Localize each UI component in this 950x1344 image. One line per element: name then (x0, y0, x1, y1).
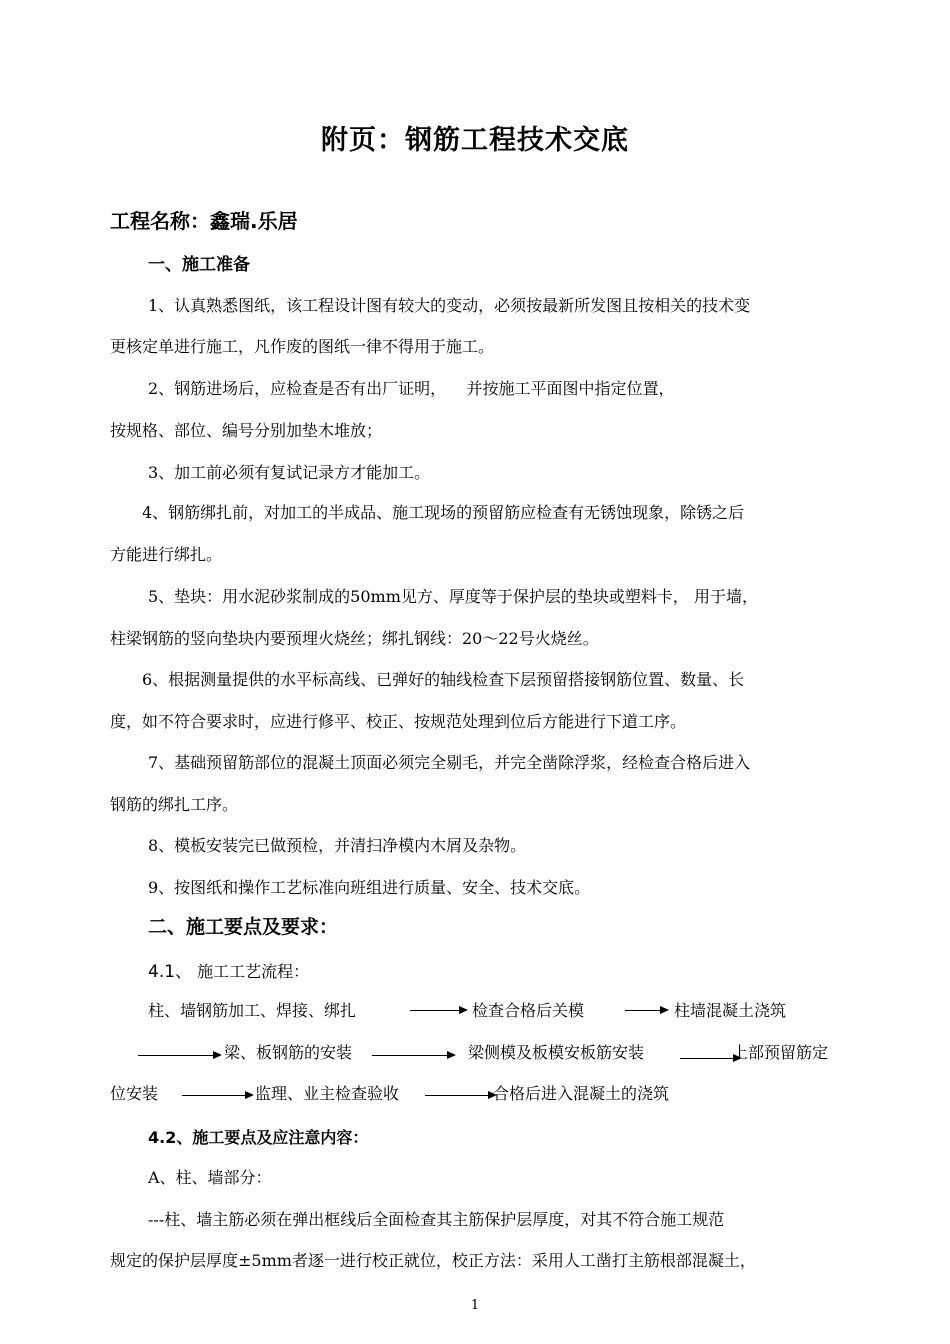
paragraph-line: 钢筋的绑扎工序。 (110, 795, 239, 814)
flow-arrow (410, 1010, 466, 1011)
flow-arrow (138, 1055, 220, 1056)
paragraph-line: 更核定单进行施工，凡作废的图纸一律不得用于施工。 (110, 337, 495, 356)
flow-step: 梁、板钢筋的安装 (224, 1043, 353, 1062)
flow-step: 柱墙混凝土浇筑 (674, 1001, 787, 1020)
paragraph-line: 4、钢筋绑扎前，对加工的半成品、施工现场的预留筋应检查有无锈蚀现象，除锈之后 (142, 503, 745, 522)
paragraph-line: 柱梁钢筋的竖向垫块内要预埋火烧丝；绑扎钢线：20～22号火烧丝。 (110, 629, 599, 648)
paragraph-line: 按规格、部位、编号分别加垫木堆放； (110, 421, 383, 440)
paragraph-line: 1、认真熟悉图纸，该工程设计图有较大的变动，必须按最新所发图且按相关的技术变 (148, 296, 751, 315)
subsection-4-1 (148, 957, 309, 982)
page-title: 附页：钢筋工程技术交底 (321, 125, 629, 156)
flow-step: 位安装 (110, 1084, 159, 1103)
flow-arrow (425, 1095, 495, 1096)
flow-arrow (182, 1095, 252, 1096)
paragraph-line: 9、按图纸和操作工艺标准向班组进行质量、安全、技术交底。 (148, 878, 591, 897)
paragraph-line: 度，如不符合要求时，应进行修平、校正、按规范处理到位后方能进行下道工序。 (110, 712, 687, 731)
subsection-label: 施工工艺流程： (197, 962, 310, 981)
paragraph-line: 规定的保护层厚度±5mm者逐一进行校正就位，校正方法：采用人工凿打主筋根部混凝土， (110, 1251, 756, 1270)
part-a-heading: A、柱、墙部分： (148, 1168, 272, 1187)
flow-arrow (372, 1055, 454, 1056)
paragraph-line: 7、基础预留筋部位的混凝土顶面必须完全剔毛，并完全凿除浮浆，经检查合格后进入 (148, 753, 751, 772)
paragraph-line: 5、垫块：用水泥砂浆制成的50mm见方、厚度等于保护层的垫块或塑料卡， 用于墙， (148, 587, 758, 606)
paragraph-line: 方能进行绑扎。 (110, 545, 223, 564)
flow-arrow (625, 1010, 667, 1011)
project-name: 工程名称：鑫瑞.乐居 (110, 209, 298, 233)
flow-step: 上部预留筋定 (732, 1043, 829, 1062)
paragraph-line: 3、加工前必须有复试记录方才能加工。 (148, 463, 431, 482)
paragraph-line: 2、钢筋进场后，应检查是否有出厂证明， 并按施工平面图中指定位置， (148, 379, 675, 398)
paragraph-line: ---柱、墙主筋必须在弹出框线后全面检查其主筋保护层厚度，对其不符合施工规范 (148, 1210, 725, 1229)
flow-step: 梁侧模及板模安板筋安装 (468, 1043, 645, 1062)
subsection-4-2: 4.2、施工要点及应注意内容： (148, 1128, 369, 1147)
page-number: 1 (470, 1298, 480, 1313)
flow-step: 合格后进入混凝土的浇筑 (493, 1084, 670, 1103)
subsection-number: 4.1、 (148, 962, 193, 982)
paragraph-line: 6、根据测量提供的水平标高线、已弹好的轴线检查下层预留搭接钢筋位置、数量、长 (142, 670, 745, 689)
paragraph-line: 8、模板安装完已做预检，并清扫净模内木屑及杂物。 (148, 836, 527, 855)
flow-step: 柱、墙钢筋加工、焊接、绑扎 (148, 1001, 357, 1020)
section1-heading: 一、施工准备 (148, 255, 250, 275)
flow-step: 监理、业主检查验收 (255, 1084, 400, 1103)
section2-heading: 二、施工要点及要求： (148, 916, 339, 938)
flow-arrow (680, 1058, 740, 1059)
flow-step: 检查合格后关模 (472, 1001, 585, 1020)
